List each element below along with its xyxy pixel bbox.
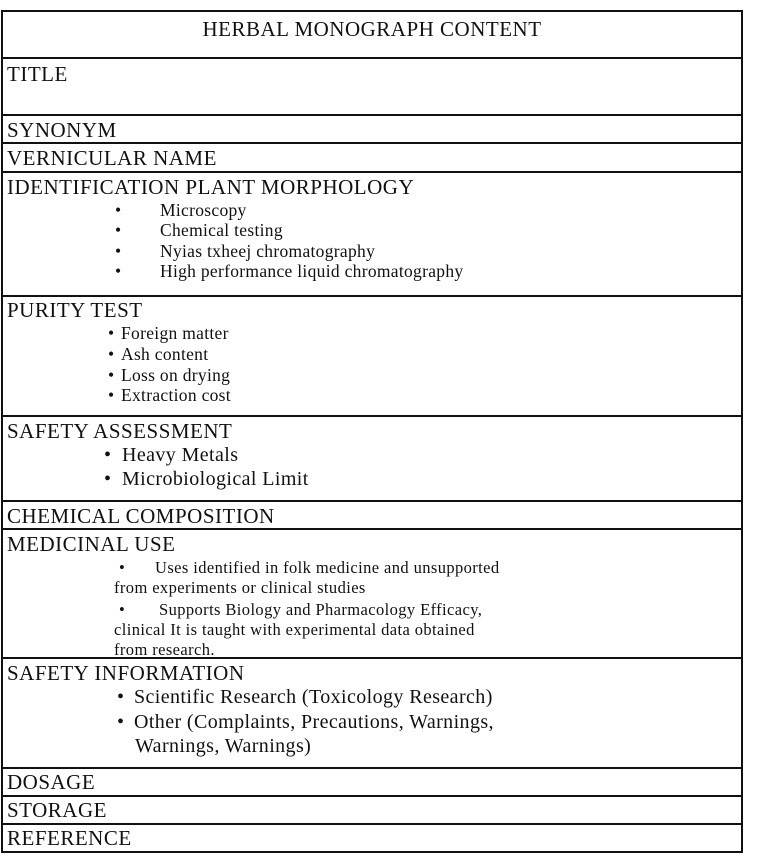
heading-identification: IDENTIFICATION PLANT MORPHOLOGY — [7, 175, 415, 199]
bullet-icon: • — [104, 468, 112, 490]
heading-purity: PURITY TEST — [7, 298, 143, 322]
bullet-icon: • — [108, 365, 115, 385]
row-safety-assessment — [3, 417, 741, 502]
heading-safety-assessment: SAFETY ASSESSMENT — [7, 419, 233, 443]
row-reference — [3, 825, 741, 851]
list-item: • Other (Complaints, Precautions, Warnings, — [117, 711, 494, 733]
list-item: • Heavy Metals — [104, 444, 239, 466]
table-title: HERBAL MONOGRAPH CONTENT — [202, 17, 542, 41]
list-item: • Microbiological Limit — [104, 468, 309, 490]
list-item: • Scientific Research (Toxicology Research) — [117, 686, 493, 708]
row-storage — [3, 797, 741, 825]
bullet-icon: • — [119, 558, 126, 577]
row-safety-info — [3, 659, 741, 769]
bullet-icon: • — [108, 344, 115, 364]
bullet-icon: • — [108, 385, 115, 405]
bullet-icon: • — [115, 241, 122, 261]
list-item-continuation: Warnings, Warnings) — [135, 735, 312, 757]
bullet-icon: • — [115, 261, 122, 281]
table-title-row — [3, 12, 741, 59]
list-item-continuation: from experiments or clinical studies — [114, 578, 366, 597]
bullet-icon: • — [117, 686, 125, 708]
row-purity — [3, 297, 741, 417]
row-synonym — [3, 116, 741, 144]
bullet-icon: • — [117, 711, 125, 733]
heading-synonym: SYNONYM — [7, 118, 117, 142]
heading-title: TITLE — [7, 62, 68, 86]
list-item: • Supports Biology and Pharmacology Efficacy, — [119, 600, 483, 619]
list-item-continuation: from research. — [114, 640, 215, 659]
heading-reference: REFERENCE — [7, 826, 132, 850]
bullet-icon: • — [104, 444, 112, 466]
list-item: • Extraction cost — [108, 385, 231, 405]
bullet-icon: • — [119, 600, 126, 619]
list-item: • Foreign matter — [108, 323, 229, 343]
list-item: • Uses identified in folk medicine and unsupported — [119, 558, 500, 577]
heading-dosage: DOSAGE — [7, 770, 96, 794]
list-item: • Microscopy — [115, 200, 247, 220]
list-item: • High performance liquid chromatography — [115, 261, 464, 281]
list-item: • Chemical testing — [115, 220, 283, 240]
list-item-continuation: clinical It is taught with experimental data obtained — [114, 620, 475, 639]
heading-chemical: CHEMICAL COMPOSITION — [7, 504, 275, 528]
row-chemical — [3, 502, 741, 530]
bullet-icon: • — [108, 323, 115, 343]
heading-medicinal: MEDICINAL USE — [7, 532, 176, 556]
bullet-icon: • — [115, 220, 122, 240]
row-identification — [3, 173, 741, 297]
row-title — [3, 59, 741, 116]
row-medicinal — [3, 530, 741, 659]
heading-vernicular: VERNICULAR NAME — [7, 146, 217, 170]
row-dosage — [3, 769, 741, 797]
heading-safety-info: SAFETY INFORMATION — [7, 661, 245, 685]
monograph-table — [1, 10, 743, 853]
row-vernicular — [3, 144, 741, 173]
list-item: • Nyias txheej chromatography — [115, 241, 376, 261]
list-item: • Ash content — [108, 344, 209, 364]
list-item: • Loss on drying — [108, 365, 231, 385]
heading-storage: STORAGE — [7, 798, 107, 822]
bullet-icon: • — [115, 200, 122, 220]
